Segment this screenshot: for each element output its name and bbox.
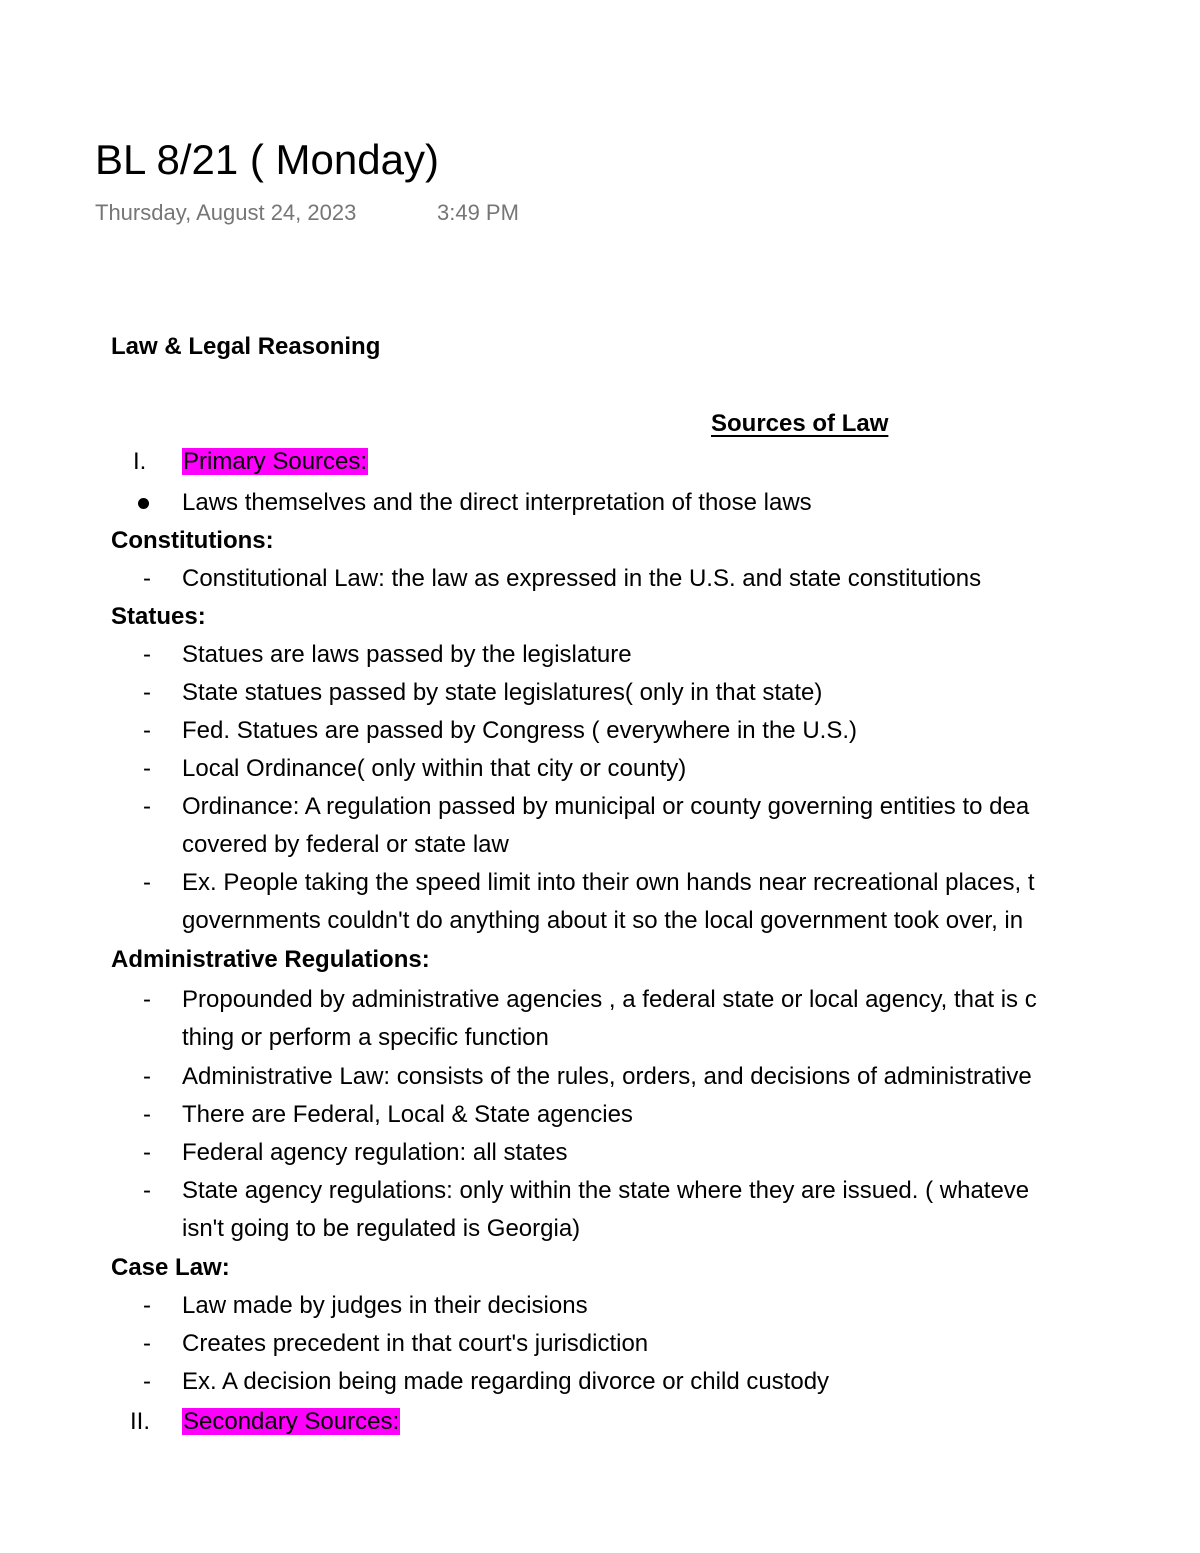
dash-marker: - xyxy=(143,717,151,744)
list-marker-roman: I. xyxy=(133,448,147,475)
admin-heading: Administrative Regulations: xyxy=(111,946,430,973)
primary-sources-label xyxy=(182,443,368,481)
section-heading: Sources of Law xyxy=(711,410,889,437)
dash-marker: - xyxy=(143,869,151,896)
list-item-continuation: thing or perform a specific function xyxy=(182,1024,549,1051)
dash-marker: - xyxy=(143,679,151,706)
highlighted-text: Primary Sources: xyxy=(183,448,368,475)
dash-marker: - xyxy=(143,1063,151,1090)
list-item: Local Ordinance( only within that city or county) xyxy=(182,755,687,782)
list-item-continuation: isn't going to be regulated is Georgia) xyxy=(182,1215,581,1242)
list-item: Ex. People taking the speed limit into their own hands near recreational places, t xyxy=(182,869,1035,896)
highlighted-text: Secondary Sources: xyxy=(183,1408,400,1435)
list-item: There are Federal, Local & State agencies xyxy=(182,1101,633,1128)
dash-marker: - xyxy=(143,1330,151,1357)
dash-marker: - xyxy=(143,565,151,592)
list-item: Ex. A decision being made regarding divorce or child custody xyxy=(182,1368,830,1395)
dash-marker: - xyxy=(143,986,151,1013)
constitutions-heading: Constitutions: xyxy=(111,527,274,554)
dash-marker: - xyxy=(143,1368,151,1395)
list-item: State agency regulations: only within the state where they are issued. ( whateve xyxy=(182,1177,1030,1204)
list-item: Propounded by administrative agencies , a federal state or local agency, that is c xyxy=(182,986,1037,1013)
statues-heading: Statues: xyxy=(111,603,206,630)
dash-marker: - xyxy=(143,1177,151,1204)
list-item: Federal agency regulation: all states xyxy=(182,1139,568,1166)
dash-marker: - xyxy=(143,755,151,782)
list-item: Laws themselves and the direct interpretation of those laws xyxy=(182,489,812,516)
dash-marker: - xyxy=(143,793,151,820)
dash-marker: - xyxy=(143,1292,151,1319)
list-item: Administrative Law: consists of the rules, orders, and decisions of administrative xyxy=(182,1063,1032,1090)
list-item: Statues are laws passed by the legislature xyxy=(182,641,632,668)
list-item: Constitutional Law: the law as expressed in the U.S. and state constitutions xyxy=(182,565,982,592)
main-heading: Law & Legal Reasoning xyxy=(111,333,381,360)
dash-marker: - xyxy=(143,641,151,668)
list-item: Law made by judges in their decisions xyxy=(182,1292,588,1319)
page-time: 3:49 PM xyxy=(437,200,519,225)
list-item-continuation: governments couldn't do anything about it so the local government took over, in xyxy=(182,907,1024,934)
page-date: Thursday, August 24, 2023 xyxy=(95,200,357,225)
list-item: Creates precedent in that court's jurisdiction xyxy=(182,1330,649,1357)
list-item-continuation: covered by federal or state law xyxy=(182,831,509,858)
list-marker-roman: II. xyxy=(130,1408,151,1435)
bullet-icon xyxy=(138,498,149,509)
dash-marker: - xyxy=(143,1139,151,1166)
secondary-sources-label xyxy=(182,1403,400,1441)
page-title: BL 8/21 ( Monday) xyxy=(95,136,439,183)
list-item: State statues passed by state legislatures( only in that state) xyxy=(182,679,823,706)
list-item: Ordinance: A regulation passed by municipal or county governing entities to dea xyxy=(182,793,1030,820)
dash-marker: - xyxy=(143,1101,151,1128)
list-item: Fed. Statues are passed by Congress ( everywhere in the U.S.) xyxy=(182,717,857,744)
caselaw-heading: Case Law: xyxy=(111,1254,230,1281)
